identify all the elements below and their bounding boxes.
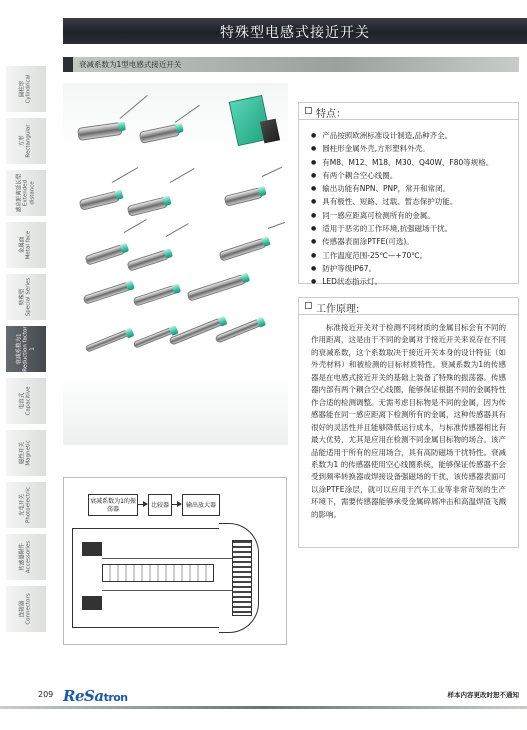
side-tab-en: Rectangular bbox=[26, 124, 32, 158]
side-tab-special-series[interactable] bbox=[6, 274, 46, 321]
feature-item: ● 输出功能有NPN、PNP，常开和常闭。 bbox=[311, 183, 493, 196]
side-tab-cn: 磁性开关 bbox=[19, 442, 26, 465]
logo-sub: tron bbox=[103, 691, 128, 704]
diagram-arrow bbox=[138, 504, 147, 505]
principle-panel bbox=[298, 297, 519, 548]
side-tab-capacitive[interactable] bbox=[6, 378, 46, 425]
diagram-component bbox=[82, 542, 102, 556]
principle-heading: 工作原理: bbox=[316, 304, 360, 315]
side-tab-reduction-factor-1[interactable] bbox=[6, 326, 46, 373]
side-tab-en: Connectors bbox=[26, 593, 32, 625]
principle-text: 标准接近开关对于检测不同材质的金属目标会有不同的作用距离，这是由于不同的金属对于接近开关来说存在不同的衰减系数，这个系数取决于接近开关本身的设计特征（如外壳材料）和被检测的目标材质特性。衰减系数为1的传感器是在电感式接近开关的基础上装备了特殊的振荡器。传感器内部有两个耦合空心线圈，能够保证根据不同的金属特性作合适的检测调整。无需考虑目标物是不同的金属，因为传感器能在同一感应距离下检测所有的金属，这种传感器具有很好的灵活性并且能够降低运行成本，与标准传感器相比有最大优势，尤其是应用在检测不同金属目标物的场合。该产品能适用于所有的应用场合，具有高防磁场干扰特性。衰减系数为1 的传感器使用空心线圈系统，能够保证传感器不会受到频率转换器或焊接设备强磁场的干扰，该传感器表面可以涂PTFE涂层，就可以应用于汽车工业等非常苛刻的生产环境下，需要传感器能够承受金属碎屑冲击和高温焊渣飞溅的影响。 bbox=[311, 323, 506, 519]
principle-header bbox=[299, 298, 518, 315]
features-header bbox=[299, 103, 518, 120]
diagram-circuit-board bbox=[102, 564, 214, 582]
side-tab-en: Extended distance bbox=[22, 179, 36, 207]
diagram-component bbox=[82, 596, 102, 610]
diagram-block-comparator: 比较器 bbox=[148, 494, 172, 516]
diagram-block-oscillator: 衰减系数为1的振荡器 bbox=[88, 494, 138, 516]
side-tab-cn: 电容式 bbox=[19, 392, 26, 410]
brand-logo bbox=[63, 687, 128, 705]
side-tab-en: Accessories bbox=[26, 540, 32, 574]
feature-item: ● 圆柱形金属外壳,方形塑料外壳。 bbox=[311, 143, 493, 156]
side-tab-en: Cylindrical bbox=[26, 74, 32, 104]
side-tab-cn: 感应距离延长型 bbox=[16, 173, 23, 213]
footer-disclaimer: 样本内容更改时恕不通知 bbox=[447, 691, 519, 699]
side-tab-en: Capacitive bbox=[26, 386, 32, 416]
side-tab-cn: 衰减系数为1 bbox=[16, 333, 23, 365]
side-tab-cn: 光电开关 bbox=[19, 494, 26, 517]
side-tab-magnetic[interactable] bbox=[6, 430, 46, 477]
page-number: 209 bbox=[38, 690, 54, 699]
side-tab-accessories[interactable] bbox=[6, 534, 46, 581]
subheader-label: 衰减系数为1型电感式接近开关 bbox=[79, 60, 182, 69]
feature-item: ● 传感器表面涂PTFE(可选)。 bbox=[311, 236, 493, 249]
feature-item: ● 适用于恶劣的工作环境,抗强磁场干扰。 bbox=[311, 223, 493, 236]
feature-item: ● 工作温度范围-25℃—+70℃。 bbox=[311, 250, 493, 263]
features-heading: 特点： bbox=[316, 109, 346, 120]
side-tab-en: Magnetic bbox=[26, 440, 32, 466]
feature-item: ● 产品按照欧洲标准设计制造,品种齐全。 bbox=[311, 130, 493, 143]
side-category-nav bbox=[6, 66, 46, 635]
checkbox-icon bbox=[305, 302, 312, 309]
footer-rule bbox=[0, 706, 527, 709]
side-tab-connectors[interactable] bbox=[6, 586, 46, 633]
feature-item: ● 同一感应距离可检测所有的金属。 bbox=[311, 210, 493, 223]
feature-item: ● 有两个耦合空心线圈。 bbox=[311, 170, 493, 183]
side-tab-rectangular[interactable] bbox=[6, 118, 46, 165]
diagram-coil bbox=[232, 540, 252, 616]
side-tab-metal-face[interactable] bbox=[6, 222, 46, 269]
diagram-arrow bbox=[172, 504, 181, 505]
features-list bbox=[311, 130, 493, 290]
side-tab-en: Metal face bbox=[26, 230, 32, 260]
side-tab-cn: 特殊型 bbox=[19, 288, 26, 306]
side-tab-cn: 金属面 bbox=[19, 236, 26, 254]
subheader-marker bbox=[63, 57, 73, 72]
side-tab-extended-distance[interactable] bbox=[6, 170, 46, 217]
side-tab-cn: 圆柱形 bbox=[19, 80, 26, 98]
page-title-bar bbox=[63, 18, 527, 44]
side-tab-cn: 连接器 bbox=[19, 600, 26, 618]
logo-main: ReSa bbox=[63, 687, 104, 705]
diagram-block-output-amplifier: 输出放大器 bbox=[182, 494, 220, 516]
page-title: 特殊型电感式接近开关 bbox=[220, 25, 370, 41]
features-panel bbox=[298, 102, 519, 287]
checkbox-icon bbox=[305, 107, 312, 114]
side-tab-cylindrical[interactable] bbox=[6, 66, 46, 113]
diagram-wire bbox=[102, 590, 232, 591]
feature-item: ● LED状态指示灯。 bbox=[311, 276, 493, 289]
feature-item: ● 防护等级IP67。 bbox=[311, 263, 493, 276]
side-tab-en: Photoelectric bbox=[26, 487, 32, 523]
side-tab-en: Special Series bbox=[26, 277, 32, 317]
side-tab-cn: 方形 bbox=[19, 135, 26, 147]
feature-item: ● 有M8、M12、M18、M30、Q40W、F80等规格。 bbox=[311, 157, 493, 170]
feature-item: ● 具有极性、短路、过载、暂态保护功能。 bbox=[311, 196, 493, 209]
side-tab-photoelectric[interactable] bbox=[6, 482, 46, 529]
diagram-wire bbox=[102, 558, 232, 559]
side-tab-cn: 传感器附件 bbox=[19, 543, 26, 571]
side-tab-en: Reduction factor 1 bbox=[22, 326, 36, 372]
section-subheader bbox=[63, 57, 519, 72]
sensor-block-diagram bbox=[63, 477, 287, 645]
